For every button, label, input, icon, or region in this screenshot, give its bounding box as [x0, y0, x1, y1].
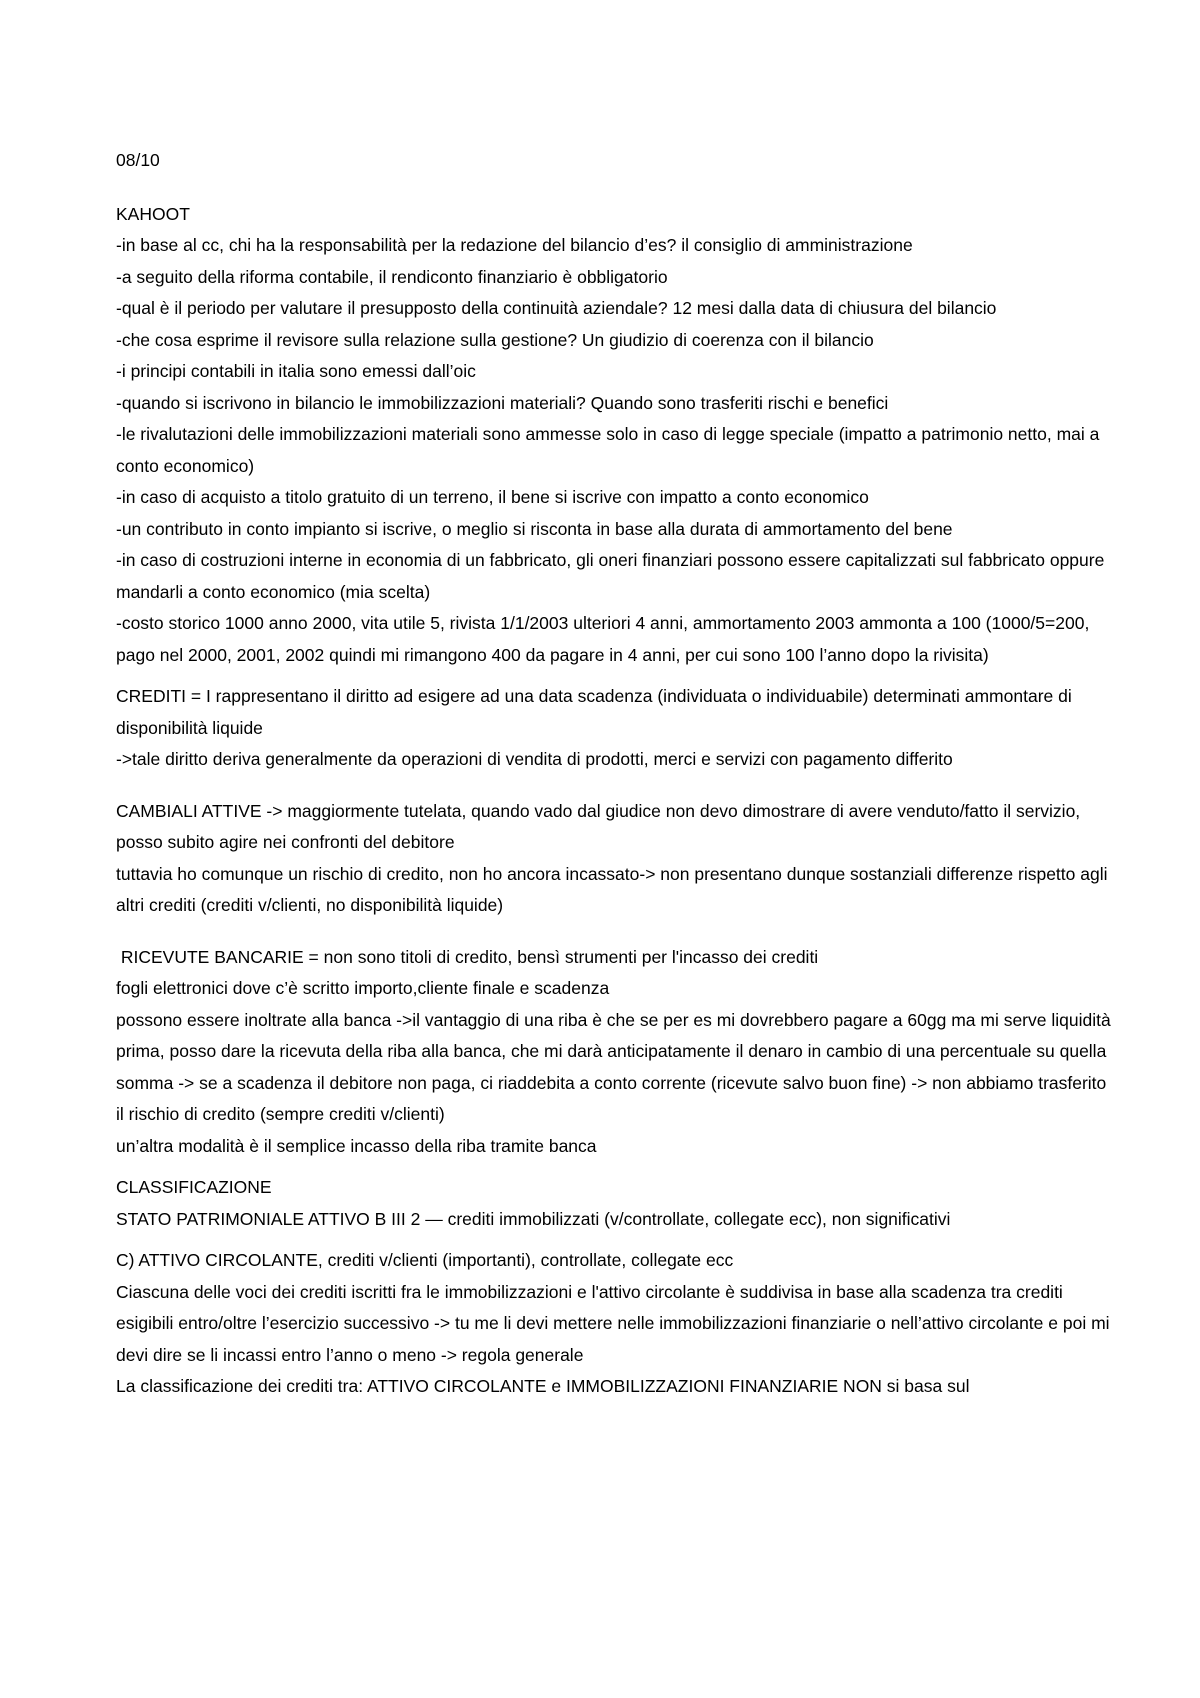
kahoot-line: -i principi contabili in italia sono emessi dall’oic [116, 361, 476, 381]
cambiali-line: CAMBIALI ATTIVE -> maggiormente tutelata, quando vado dal giudice non devo dimostrare di avere venduto/fatto il servizio, posso subito agire nei confronti del debitore [116, 800, 1081, 852]
ricevute-line: fogli elettronici dove c’è scritto importo,cliente finale e scadenza [116, 978, 610, 998]
kahoot-line: -qual è il periodo per valutare il presupposto della continuità aziendale? 12 mesi dalla data di chiusura del bilancio [116, 298, 997, 318]
document-body [116, 145, 1116, 1403]
crediti-section [116, 681, 1116, 776]
kahoot-line: -a seguito della riforma contabile, il rendiconto finanziario è obbligatorio [116, 266, 668, 287]
attivo-line: C) ATTIVO CIRCOLANTE, crediti v/clienti (importanti), controllate, collegate ecc [116, 1250, 734, 1270]
classificazione-line: CLASSIFICAZIONE [116, 1177, 272, 1197]
kahoot-line: -in caso di acquisto a titolo gratuito di un terreno, il bene si iscrive con impatto a conto economico [116, 487, 869, 507]
document-date: 08/10 [116, 150, 160, 170]
kahoot-section [116, 199, 1116, 672]
ricevute-line: possono essere inoltrate alla banca ->il vantaggio di una riba è che se per es mi dovrebbero pagare a 60gg ma mi serve liquidità prima, posso dare la ricevuta della riba alla banca, che mi darà anticipatamente il denaro in cambio di una percentuale su quella somma -> se a scadenza il debitore non paga, ci riaddebita a conto corrente (ricevute salvo buon fine) -> non abbiamo trasferito il rischio di credito (sempre crediti v/clienti) [116, 1009, 1111, 1124]
kahoot-line: -un contributo in conto impianto si iscrive, o meglio si risconta in base alla durata di ammortamento del bene [116, 518, 953, 539]
cambiali-line: tuttavia ho comunque un rischio di credito, non ho ancora incassato-> non presentano dunque sostanziali differenze rispetto agli altri crediti (crediti v/clienti, no disponibilità liquide) [116, 863, 1108, 915]
kahoot-line: -che cosa esprime il revisore sulla relazione sulla gestione? Un giudizio di coerenza con il bilancio [116, 329, 874, 350]
kahoot-heading: KAHOOT [116, 203, 190, 224]
classificazione-line: STATO PATRIMONIALE ATTIVO B III 2 — crediti immobilizzati (v/controllate, collegate ecc), non significativi [116, 1208, 951, 1229]
kahoot-line: -in caso di costruzioni interne in economia di un fabbricato, gli oneri finanziari possono essere capitalizzati sul fabbricato oppure mandarli a conto economico (mia scelta) [116, 550, 1105, 602]
kahoot-line: -quando si iscrivono in bilancio le immobilizzazioni materiali? Quando sono trasferiti rischi e benefici [116, 392, 889, 413]
crediti-line: ->tale diritto deriva generalmente da operazioni di vendita di prodotti, merci e servizi con pagamento differito [116, 749, 953, 769]
classificazione-section [116, 1172, 1116, 1235]
ricevute-line: RICEVUTE BANCARIE = non sono titoli di credito, bensì strumenti per l'incasso dei crediti [116, 946, 819, 967]
ricevute-line: un’altra modalità è il semplice incasso della riba tramite banca [116, 1135, 597, 1156]
attivo-line: Ciascuna delle voci dei crediti iscritti fra le immobilizzazioni e l'attivo circolante è suddivisa in base alla scadenza tra crediti esigibili entro/oltre l’esercizio successivo -> tu me li devi mettere nelle immobilizzazioni finanziarie o nell’attivo circolante e poi mi devi dire se li incassi entro l’anno o meno -> regola generale [116, 1281, 1110, 1365]
cambiali-section [116, 796, 1116, 922]
kahoot-line: -in base al cc, chi ha la responsabilità per la redazione del bilancio d’es? il consiglio di amministrazione [116, 235, 913, 255]
attivo-line: La classificazione dei crediti tra: ATTIVO CIRCOLANTE e IMMOBILIZZAZIONI FINANZIARIE NON si basa sul [116, 1376, 970, 1396]
kahoot-line: -le rivalutazioni delle immobilizzazioni materiali sono ammesse solo in caso di legge speciale (impatto a patrimonio netto, mai a conto economico) [116, 424, 1100, 476]
attivo-section [116, 1245, 1116, 1403]
crediti-line: CREDITI = I rappresentano il diritto ad esigere ad una data scadenza (individuata o individuabile) determinati ammontare di disponibilità liquide [116, 686, 1072, 738]
kahoot-line: -costo storico 1000 anno 2000, vita utile 5, rivista 1/1/2003 ulteriori 4 anni, ammortamento 2003 ammonta a 100 (1000/5=200, pago nel 2000, 2001, 2002 quindi mi rimangono 400 da pagare in 4 anni, per cui sono 100 l’anno dopo la rivisita) [116, 613, 1090, 665]
ricevute-section [116, 942, 1116, 1163]
